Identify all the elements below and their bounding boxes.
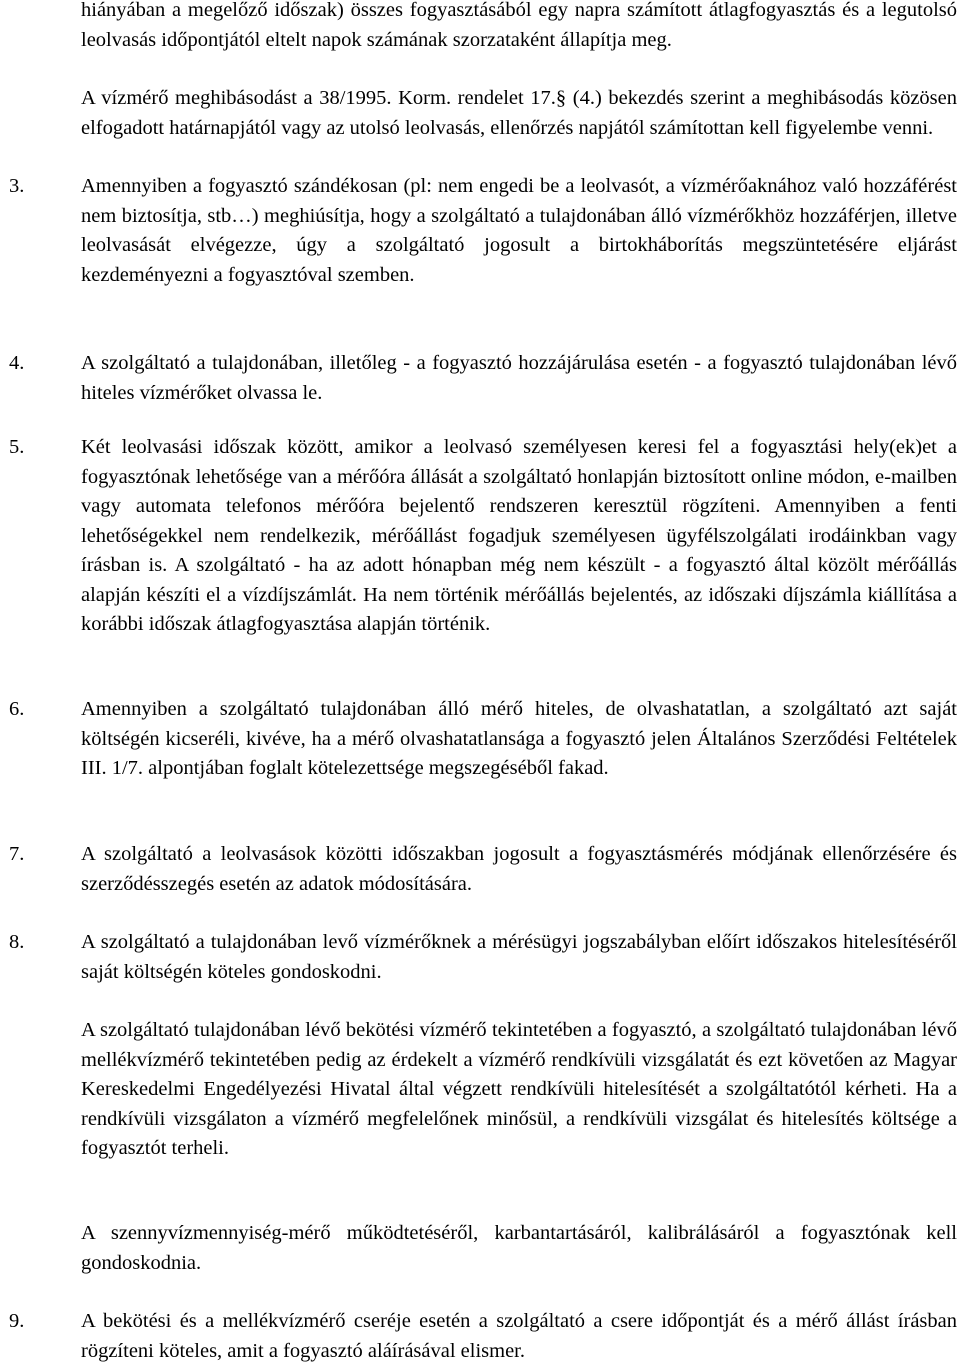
item-number-5: 5. [9,436,25,458]
intro-continuation: hiányában a megelőző időszak) összes fogyasztásából egy napra számított átlagfogyasztás és a legutolsó leolvasás időpontjától eltelt napok számának szorzataként állapítja meg. [81,0,957,51]
item-text-6: Amennyiben a szolgáltató tulajdonában álló mérő hiteles, de olvashatatlan, a szolgáltató azt saját költségén kicseréli, kivéve, ha a mérő olvashatatlansága a fogyasztó jelen Általános Szerződési Feltételek III. 1/7. alpontjában foglalt kötelezettsége megszegéséből fakad. [81,698,957,779]
item-text-9: A bekötési és a mellékvízmérő cseréje esetén a szolgáltató a csere időpontját és a mérő állást írásban rögzíteni köteles, amit a fogyasztó aláírásával elismer. [81,1310,957,1362]
item-number-3: 3. [9,175,25,197]
item-text-8: A szolgáltató a tulajdonában levő vízmérőknek a mérésügyi jogszabályban előírt időszakos hitelesítéséről saját költségén köteles gondoskodni. [81,931,957,983]
item-text-4: A szolgáltató a tulajdonában, illetőleg - a fogyasztó hozzájárulása esetén - a fogyasztó tulajdonában lévő hiteles vízmérőket olvassa le. [81,352,957,404]
item-number-8: 8. [9,931,25,953]
item-number-6: 6. [9,698,25,720]
item-number-7: 7. [9,843,25,865]
item-text-3: Amennyiben a fogyasztó szándékosan (pl: nem engedi be a leolvasót, a vízmérőaknához való hozzáférést nem biztosítja, stb…) meghiúsítja, hogy a szolgáltató a tulajdonában álló vízmérőkhöz hozzáférjen, illetve leolvasását elvégezze, úgy a szolgáltató jogosult a birtokháborítás megszüntetésére eljárást kezdeményezni a fogyasztóval szemben. [81,175,957,286]
item-number-9: 9. [9,1310,25,1332]
item-text-5: Két leolvasási időszak között, amikor a leolvasó személyesen keresi fel a fogyasztási hely(ek)et a fogyasztónak lehetősége van a mérőóra állását a szolgáltató honlapján biztosított online módon, e-mailben vagy automata telefonos mérőóra bejelentő rendszeren keresztül rögzíteni. Amennyiben a fenti lehetőségekkel nem rendelkezik, mérőállást fogadjuk személyesen ügyfélszolgálati irodáinkban vagy írásban is. A szolgáltató - ha az adott hónapban még nem készült - a fogyasztó által közölt mérőállás alapján készíti el a vízdíjszámlát. Ha nem történik mérőállás bejelentés, az időszaki díjszámla kiállítása a korábbi időszak átlagfogyasztása alapján történik. [81,436,957,635]
item-number-4: 4. [9,352,25,374]
item-8-paragraph-2: A szolgáltató tulajdonában lévő bekötési vízmérő tekintetében a fogyasztó, a szolgáltató tulajdonában lévő mellékvízmérő tekintetében pedig az érdekelt a vízmérő rendkívüli vizsgálatát és ezt követően az Magyar Kereskedelmi Engedélyezési Hivatal által végzett rendkívüli hitelesítését a szolgáltatótól kérheti. Ha a rendkívüli vizsgálaton a vízmérő megfelelőnek minősül, a rendkívüli vizsgálat és hitelesítés költsége a fogyasztót terheli. [81,1019,957,1159]
intro-paragraph: A vízmérő meghibásodást a 38/1995. Korm. rendelet 17.§ (4.) bekezdés szerint a meghibásodás közösen elfogadott határnapjától vagy az utolsó leolvasás, ellenőrzés napjától számítottan kell figyelembe venni. [81,87,957,139]
item-8-paragraph-3: A szennyvízmennyiség-mérő működtetéséről, karbantartásáról, kalibrálásáról a fogyasztónak kell gondoskodnia. [81,1222,957,1274]
item-text-7: A szolgáltató a leolvasások közötti időszakban jogosult a fogyasztásmérés módjának ellenőrzésére és szerződésszegés esetén az adatok módosítására. [81,843,957,895]
